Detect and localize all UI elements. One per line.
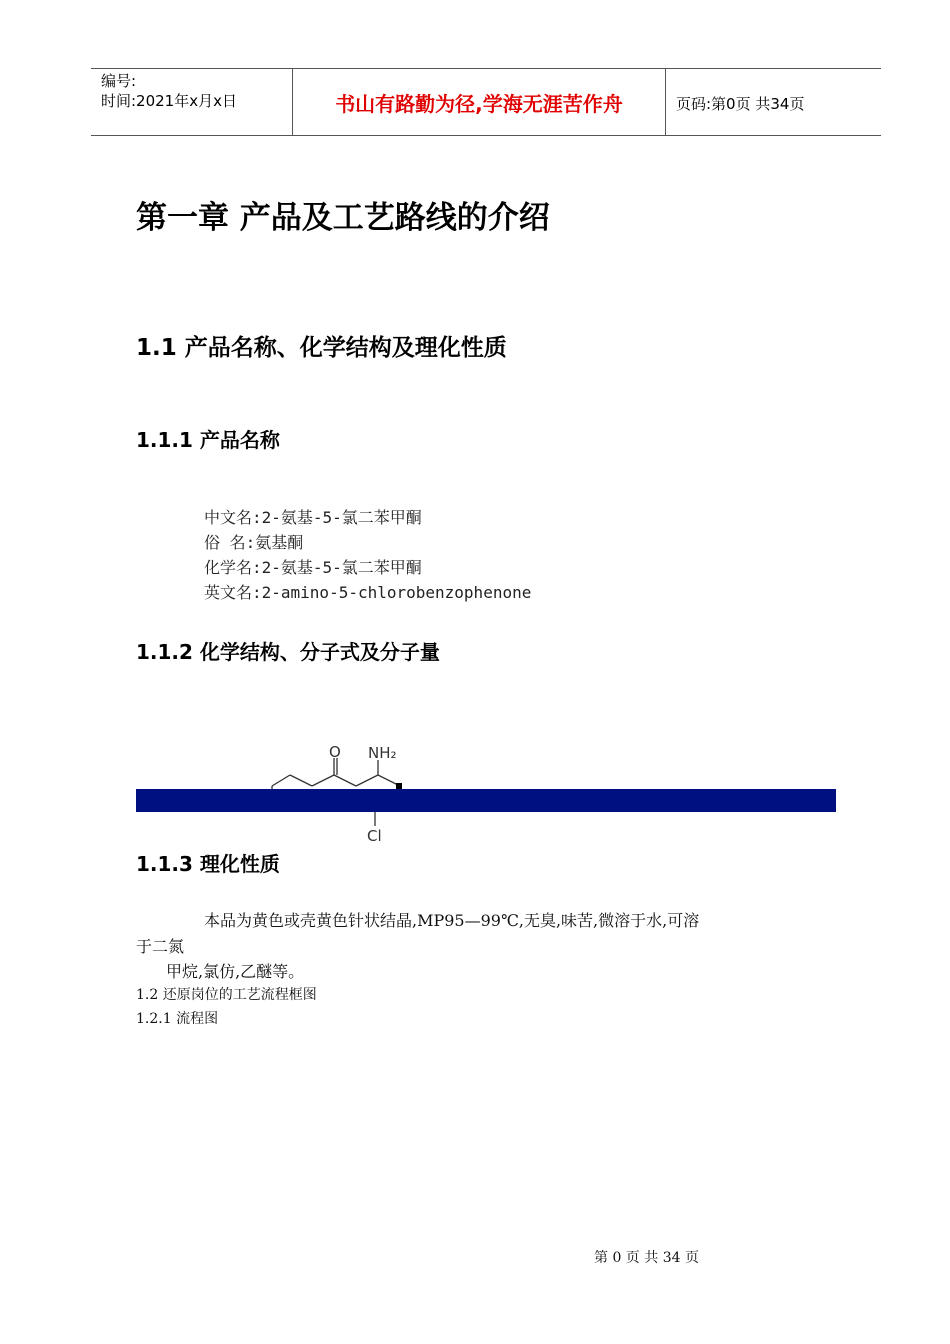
section-1-2-heading: 1.2 还原岗位的工艺流程框图 bbox=[136, 987, 317, 1003]
section-1-1-heading: 1.1 产品名称、化学结构及理化性质 bbox=[136, 335, 507, 361]
name-common: 俗 名:氨基酮 bbox=[204, 533, 304, 552]
properties-line-1: 本品为黄色或壳黄色针状结晶,MP95—99℃,无臭,味苦,微溶于水,可溶 bbox=[204, 911, 700, 930]
header-motto: 书山有路勤为径,学海无涯苦作舟 bbox=[335, 92, 623, 116]
name-chinese: 中文名:2-氨基-5-氯二苯甲酮 bbox=[204, 508, 422, 527]
section-1-1-2-heading: 1.1.2 化学结构、分子式及分子量 bbox=[136, 640, 440, 664]
section-1-1-3-heading: 1.1.3 理化性质 bbox=[136, 852, 280, 876]
name-english: 英文名:2-amino-5-chlorobenzophenone bbox=[204, 583, 532, 602]
name-chemical: 化学名:2-氨基-5-氯二苯甲酮 bbox=[204, 558, 422, 577]
header-bottom-rule bbox=[91, 135, 881, 136]
section-1-1-1-heading: 1.1.1 产品名称 bbox=[136, 428, 280, 452]
header-page-info: 页码:第0页 共34页 bbox=[676, 95, 805, 113]
properties-line-2: 于二氮 bbox=[136, 937, 185, 956]
bond-carbonyl-right bbox=[334, 775, 356, 786]
section-1-2-1-heading: 1.2.1 流程图 bbox=[136, 1011, 219, 1027]
header-time-label: 时间:2021年x月x日 bbox=[101, 92, 237, 110]
header-divider-right bbox=[665, 68, 666, 136]
header-top-rule bbox=[91, 68, 881, 69]
bond-ring-a-1 bbox=[272, 775, 290, 786]
bond-carbonyl-left bbox=[312, 775, 334, 786]
atom-cl-label: Cl bbox=[367, 827, 382, 845]
product-names-list bbox=[204, 505, 531, 605]
atom-nh2-label: NH₂ bbox=[368, 744, 397, 762]
page-footer: 第 0 页 共 34 页 bbox=[594, 1250, 699, 1266]
structure-overlay-band bbox=[136, 789, 836, 812]
header-number-label: 编号: bbox=[101, 72, 137, 90]
chapter-title: 第一章 产品及工艺路线的介绍 bbox=[136, 200, 550, 236]
bond-ring-a-2 bbox=[290, 775, 312, 786]
atom-o-label: O bbox=[329, 743, 341, 761]
bond-ring-b-1 bbox=[356, 775, 378, 786]
properties-line-3: 甲烷,氯仿,乙醚等。 bbox=[166, 962, 305, 981]
